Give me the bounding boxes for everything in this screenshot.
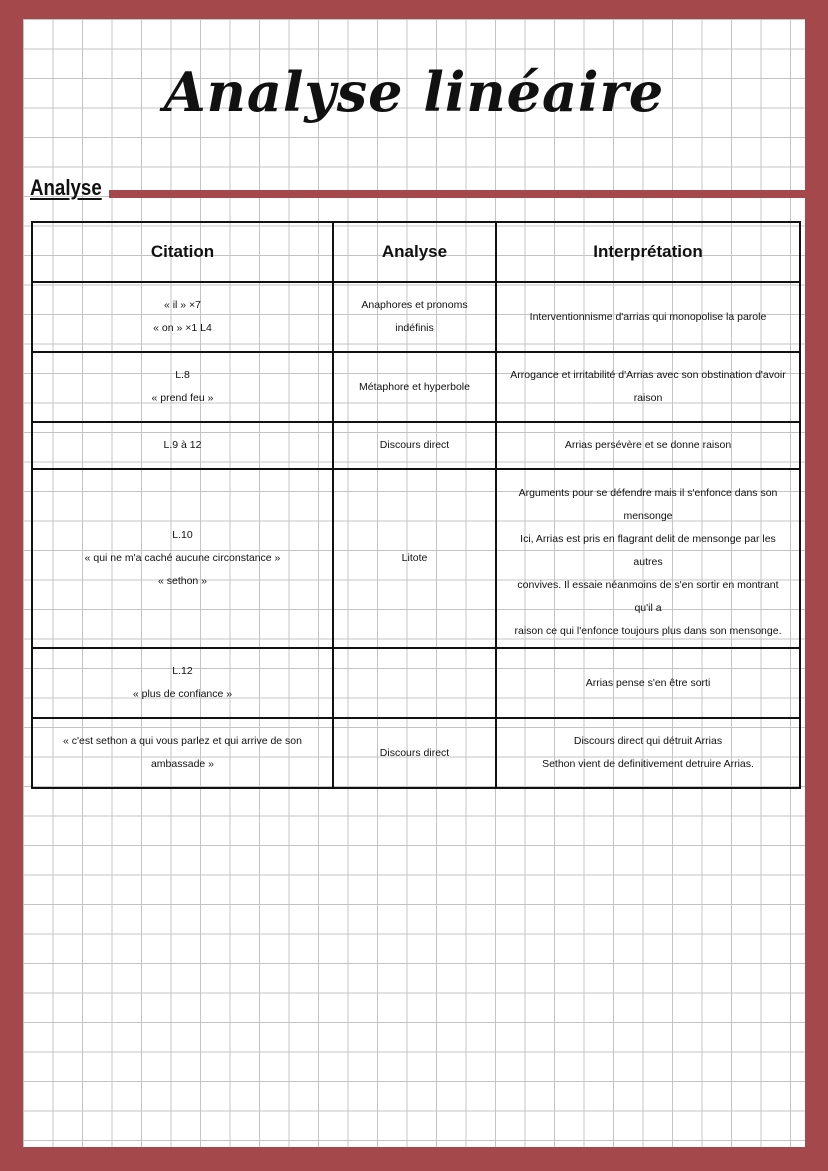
interpretation-line: convives. Il essaie néanmoins de s'en sortir en montrant qu'il a [517, 579, 779, 614]
interpretation-cell [496, 469, 800, 648]
citation-cell [32, 648, 333, 718]
section-divider [109, 190, 805, 198]
header-citation: Citation [32, 222, 333, 282]
citation-line: L.8 [175, 369, 190, 381]
analyse-cell [333, 648, 496, 718]
citation-line: L.12 [172, 665, 193, 677]
citation-cell [32, 282, 333, 352]
interpretation-cell [496, 648, 800, 718]
analyse-line: Litote [401, 552, 428, 564]
page-title: Analyse linéaire [163, 60, 665, 124]
interpretation-line: Arguments pour se défendre mais il s'enfonce dans son mensonge [518, 487, 778, 522]
interpretation-cell [496, 422, 800, 469]
citation-line: « il » ×7 [163, 299, 202, 311]
header-analyse: Analyse [333, 222, 496, 282]
citation-cell [32, 352, 333, 422]
citation-line: « on » ×1 L4 [153, 322, 212, 334]
analyse-cell [333, 282, 496, 352]
citation-cell [32, 718, 333, 788]
table-row [32, 648, 800, 718]
table-row [32, 718, 800, 788]
analyse-line: Anaphores et pronoms indéfinis [361, 299, 468, 334]
analysis-table [31, 221, 801, 789]
interpretation-line: Ici, Arrias est pris en flagrant delit de mensonge par les autres [520, 533, 776, 568]
interpretation-line: Sethon vient de definitivement detruire Arrias. [542, 758, 754, 770]
table-header-row [32, 222, 800, 282]
citation-line: « prend feu » [151, 392, 214, 404]
analyse-line: Métaphore et hyperbole [359, 380, 470, 393]
table-row [32, 469, 800, 648]
interpretation-line: Arrogance et irritabilité d'Arrias avec son obstination d'avoir [510, 369, 786, 381]
interpretation-line: Arrias pense s'en être sorti [585, 676, 711, 689]
citation-line: ambassade » [150, 758, 215, 770]
citation-cell [32, 469, 333, 648]
citation-cell [32, 422, 333, 469]
interpretation-line: Interventionnisme d'arrias qui monopolise la parole [529, 310, 767, 323]
citation-line: « sethon » [157, 575, 208, 587]
analyse-cell [333, 352, 496, 422]
page-sheet [23, 19, 805, 1147]
table-row [32, 422, 800, 469]
header-interpretation: Interprétation [496, 222, 800, 282]
analyse-line: Discours direct [379, 439, 450, 451]
table-row [32, 352, 800, 422]
citation-line: L.9 à 12 [163, 439, 202, 451]
citation-line: L.10 [172, 529, 193, 541]
interpretation-cell [496, 718, 800, 788]
interpretation-cell [496, 352, 800, 422]
interpretation-line: raison [633, 392, 663, 404]
analyse-line: Discours direct [379, 746, 450, 759]
analyse-cell [333, 718, 496, 788]
section-heading: Analyse [30, 175, 102, 200]
interpretation-cell [496, 282, 800, 352]
table-row [32, 282, 800, 352]
citation-line: « plus de confiance » [132, 688, 233, 700]
interpretation-line: Arrias persévère et se donne raison [564, 439, 732, 451]
citation-line: « qui ne m'a caché aucune circonstance » [84, 552, 281, 564]
interpretation-line: raison ce qui l'enfonce toujours plus dans son mensonge. [514, 625, 782, 637]
citation-line: « c'est sethon a qui vous parlez et qui arrive de son [63, 735, 302, 747]
analyse-cell [333, 469, 496, 648]
analyse-cell [333, 422, 496, 469]
interpretation-line: Discours direct qui détruit Arrias [573, 735, 723, 747]
